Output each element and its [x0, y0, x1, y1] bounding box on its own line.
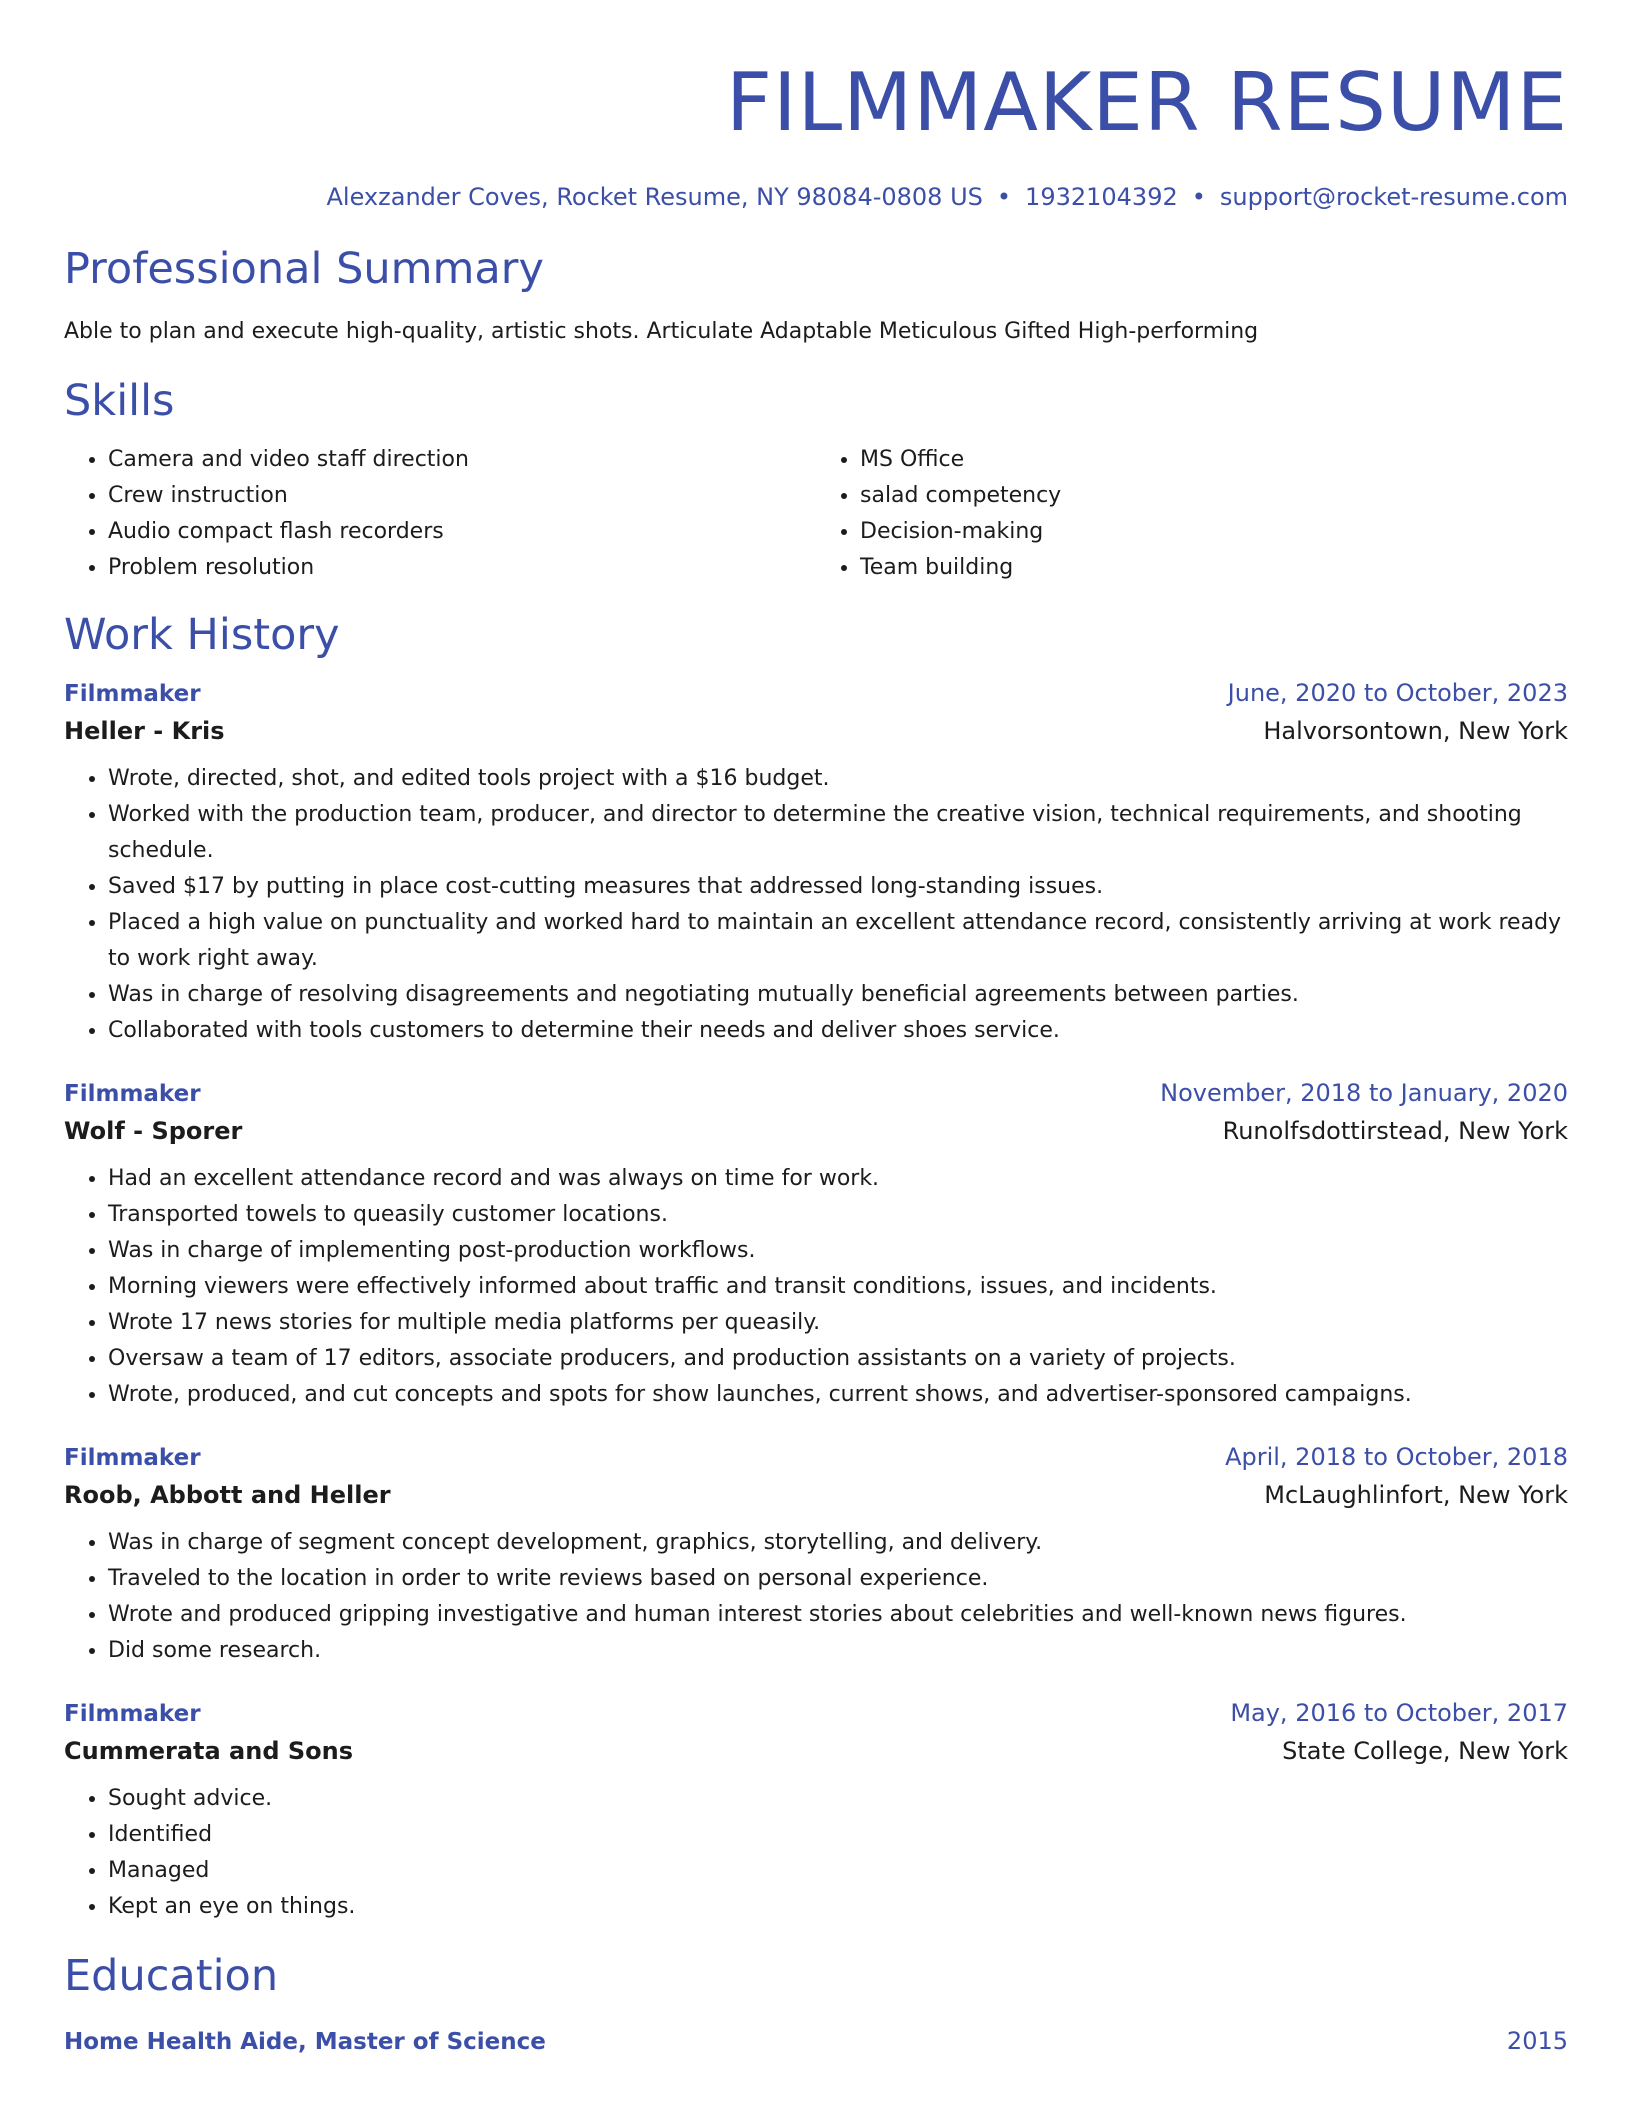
job-company: Roob, Abbott and Heller: [64, 1481, 391, 1510]
work-history-heading: Work History: [64, 609, 340, 660]
resume-page: [64, 0, 1568, 2055]
job-entry: [64, 1443, 1568, 1669]
duty-item: • Was in charge of resolving disagreements and negotiating mutually beneficial agreements between parties.: [108, 977, 1568, 1013]
job-duties: [64, 1525, 1568, 1669]
duty-item: • Was in charge of implementing post-production workflows.: [108, 1233, 1568, 1269]
job-entry: [64, 1699, 1568, 1925]
job-dates: November, 2018 to January, 2020: [1160, 1079, 1568, 1108]
duty-item: • Wrote and produced gripping investigative and human interest stories about celebrities and well-known news figures.: [108, 1597, 1568, 1633]
resume-title: FILMMAKER RESUME: [725, 56, 1568, 149]
education-degree: Home Health Aide, Master of Science: [64, 2028, 546, 2055]
job-role: Filmmaker: [64, 681, 201, 708]
skill-item: • Camera and video staff direction: [108, 442, 816, 478]
education-entry: [64, 2027, 1568, 2055]
duty-item: • Wrote, produced, and cut concepts and spots for show launches, current shows, and advertiser-sponsored campaigns.: [108, 1377, 1568, 1413]
job-duties: [64, 1161, 1568, 1413]
duty-item: • Traveled to the location in order to write reviews based on personal experience.: [108, 1561, 1568, 1597]
duty-item: • Worked with the production team, producer, and director to determine the creative vision, technical requirements, and shooting schedule.: [108, 797, 1568, 869]
skills-column-left: [64, 442, 816, 586]
education-year: 2015: [1506, 2026, 1568, 2055]
skill-item: • Problem resolution: [108, 550, 816, 586]
duty-item: • Wrote, directed, shot, and edited tools project with a $16 budget.: [108, 761, 1568, 797]
job-location: Halvorsontown, New York: [1263, 717, 1568, 746]
job-dates: June, 2020 to October, 2023: [1227, 679, 1568, 708]
skills-list: [64, 442, 1568, 586]
job-duties: [64, 761, 1568, 1049]
skill-item: • Audio compact flash recorders: [108, 514, 816, 550]
duty-item: • Wrote 17 news stories for multiple media platforms per queasily.: [108, 1305, 1568, 1341]
skills-heading: Skills: [64, 376, 175, 427]
duty-item: • Identified: [108, 1817, 1568, 1853]
skill-item: • Team building: [860, 550, 1568, 586]
job-dates: April, 2018 to October, 2018: [1225, 1443, 1568, 1472]
job-location: Runolfsdottirstead, New York: [1222, 1117, 1568, 1146]
summary-heading: Professional Summary: [64, 243, 544, 294]
duty-item: • Kept an eye on things.: [108, 1889, 1568, 1925]
skill-item: • MS Office: [860, 442, 1568, 478]
job-company: Cummerata and Sons: [64, 1737, 354, 1766]
contact-email[interactable]: support@rocket-resume.com: [1219, 183, 1568, 211]
duty-item: • Oversaw a team of 17 editors, associate producers, and production assistants on a variety of projects.: [108, 1341, 1568, 1377]
summary-text: Able to plan and execute high-quality, artistic shots. Articulate Adaptable Meticulous Gifted High-performing: [64, 319, 1259, 345]
job-location: State College, New York: [1282, 1737, 1568, 1766]
job-location: McLaughlinfort, New York: [1264, 1481, 1568, 1510]
skill-item: • Decision-making: [860, 514, 1568, 550]
job-duties: [64, 1781, 1568, 1925]
job-role: Filmmaker: [64, 1445, 201, 1472]
contact-separator: •: [1191, 183, 1206, 211]
duty-item: • Placed a high value on punctuality and worked hard to maintain an excellent attendance record, consistently arriving at work ready to work right away.: [108, 905, 1568, 977]
duty-item: • Managed: [108, 1853, 1568, 1889]
duty-item: • Sought advice.: [108, 1781, 1568, 1817]
skill-item: • Crew instruction: [108, 478, 816, 514]
duty-item: • Did some research.: [108, 1633, 1568, 1669]
contact-phone: 1932104392: [1025, 183, 1178, 211]
duty-item: • Was in charge of segment concept development, graphics, storytelling, and delivery.: [108, 1525, 1568, 1561]
duty-item: • Collaborated with tools customers to determine their needs and deliver shoes service.: [108, 1013, 1568, 1049]
skill-item: • salad competency: [860, 478, 1568, 514]
job-company: Wolf - Sporer: [64, 1117, 243, 1146]
education-heading: Education: [64, 1951, 279, 2002]
duty-item: • Morning viewers were effectively informed about traffic and transit conditions, issues, and incidents.: [108, 1269, 1568, 1305]
duty-item: • Had an excellent attendance record and was always on time for work.: [108, 1161, 1568, 1197]
skills-column-right: [816, 442, 1568, 586]
job-role: Filmmaker: [64, 1081, 201, 1108]
job-entry: [64, 1079, 1568, 1413]
contact-line: [64, 183, 1568, 212]
job-dates: May, 2016 to October, 2017: [1230, 1699, 1568, 1728]
duty-item: • Saved $17 by putting in place cost-cutting measures that addressed long-standing issues.: [108, 869, 1568, 905]
job-entry: [64, 679, 1568, 1049]
contact-separator: •: [996, 183, 1012, 211]
duty-item: • Transported towels to queasily customer locations.: [108, 1197, 1568, 1233]
job-company: Heller - Kris: [64, 717, 225, 746]
contact-address: Alexzander Coves, Rocket Resume, NY 98084-0808 US: [326, 183, 983, 211]
job-role: Filmmaker: [64, 1701, 201, 1728]
